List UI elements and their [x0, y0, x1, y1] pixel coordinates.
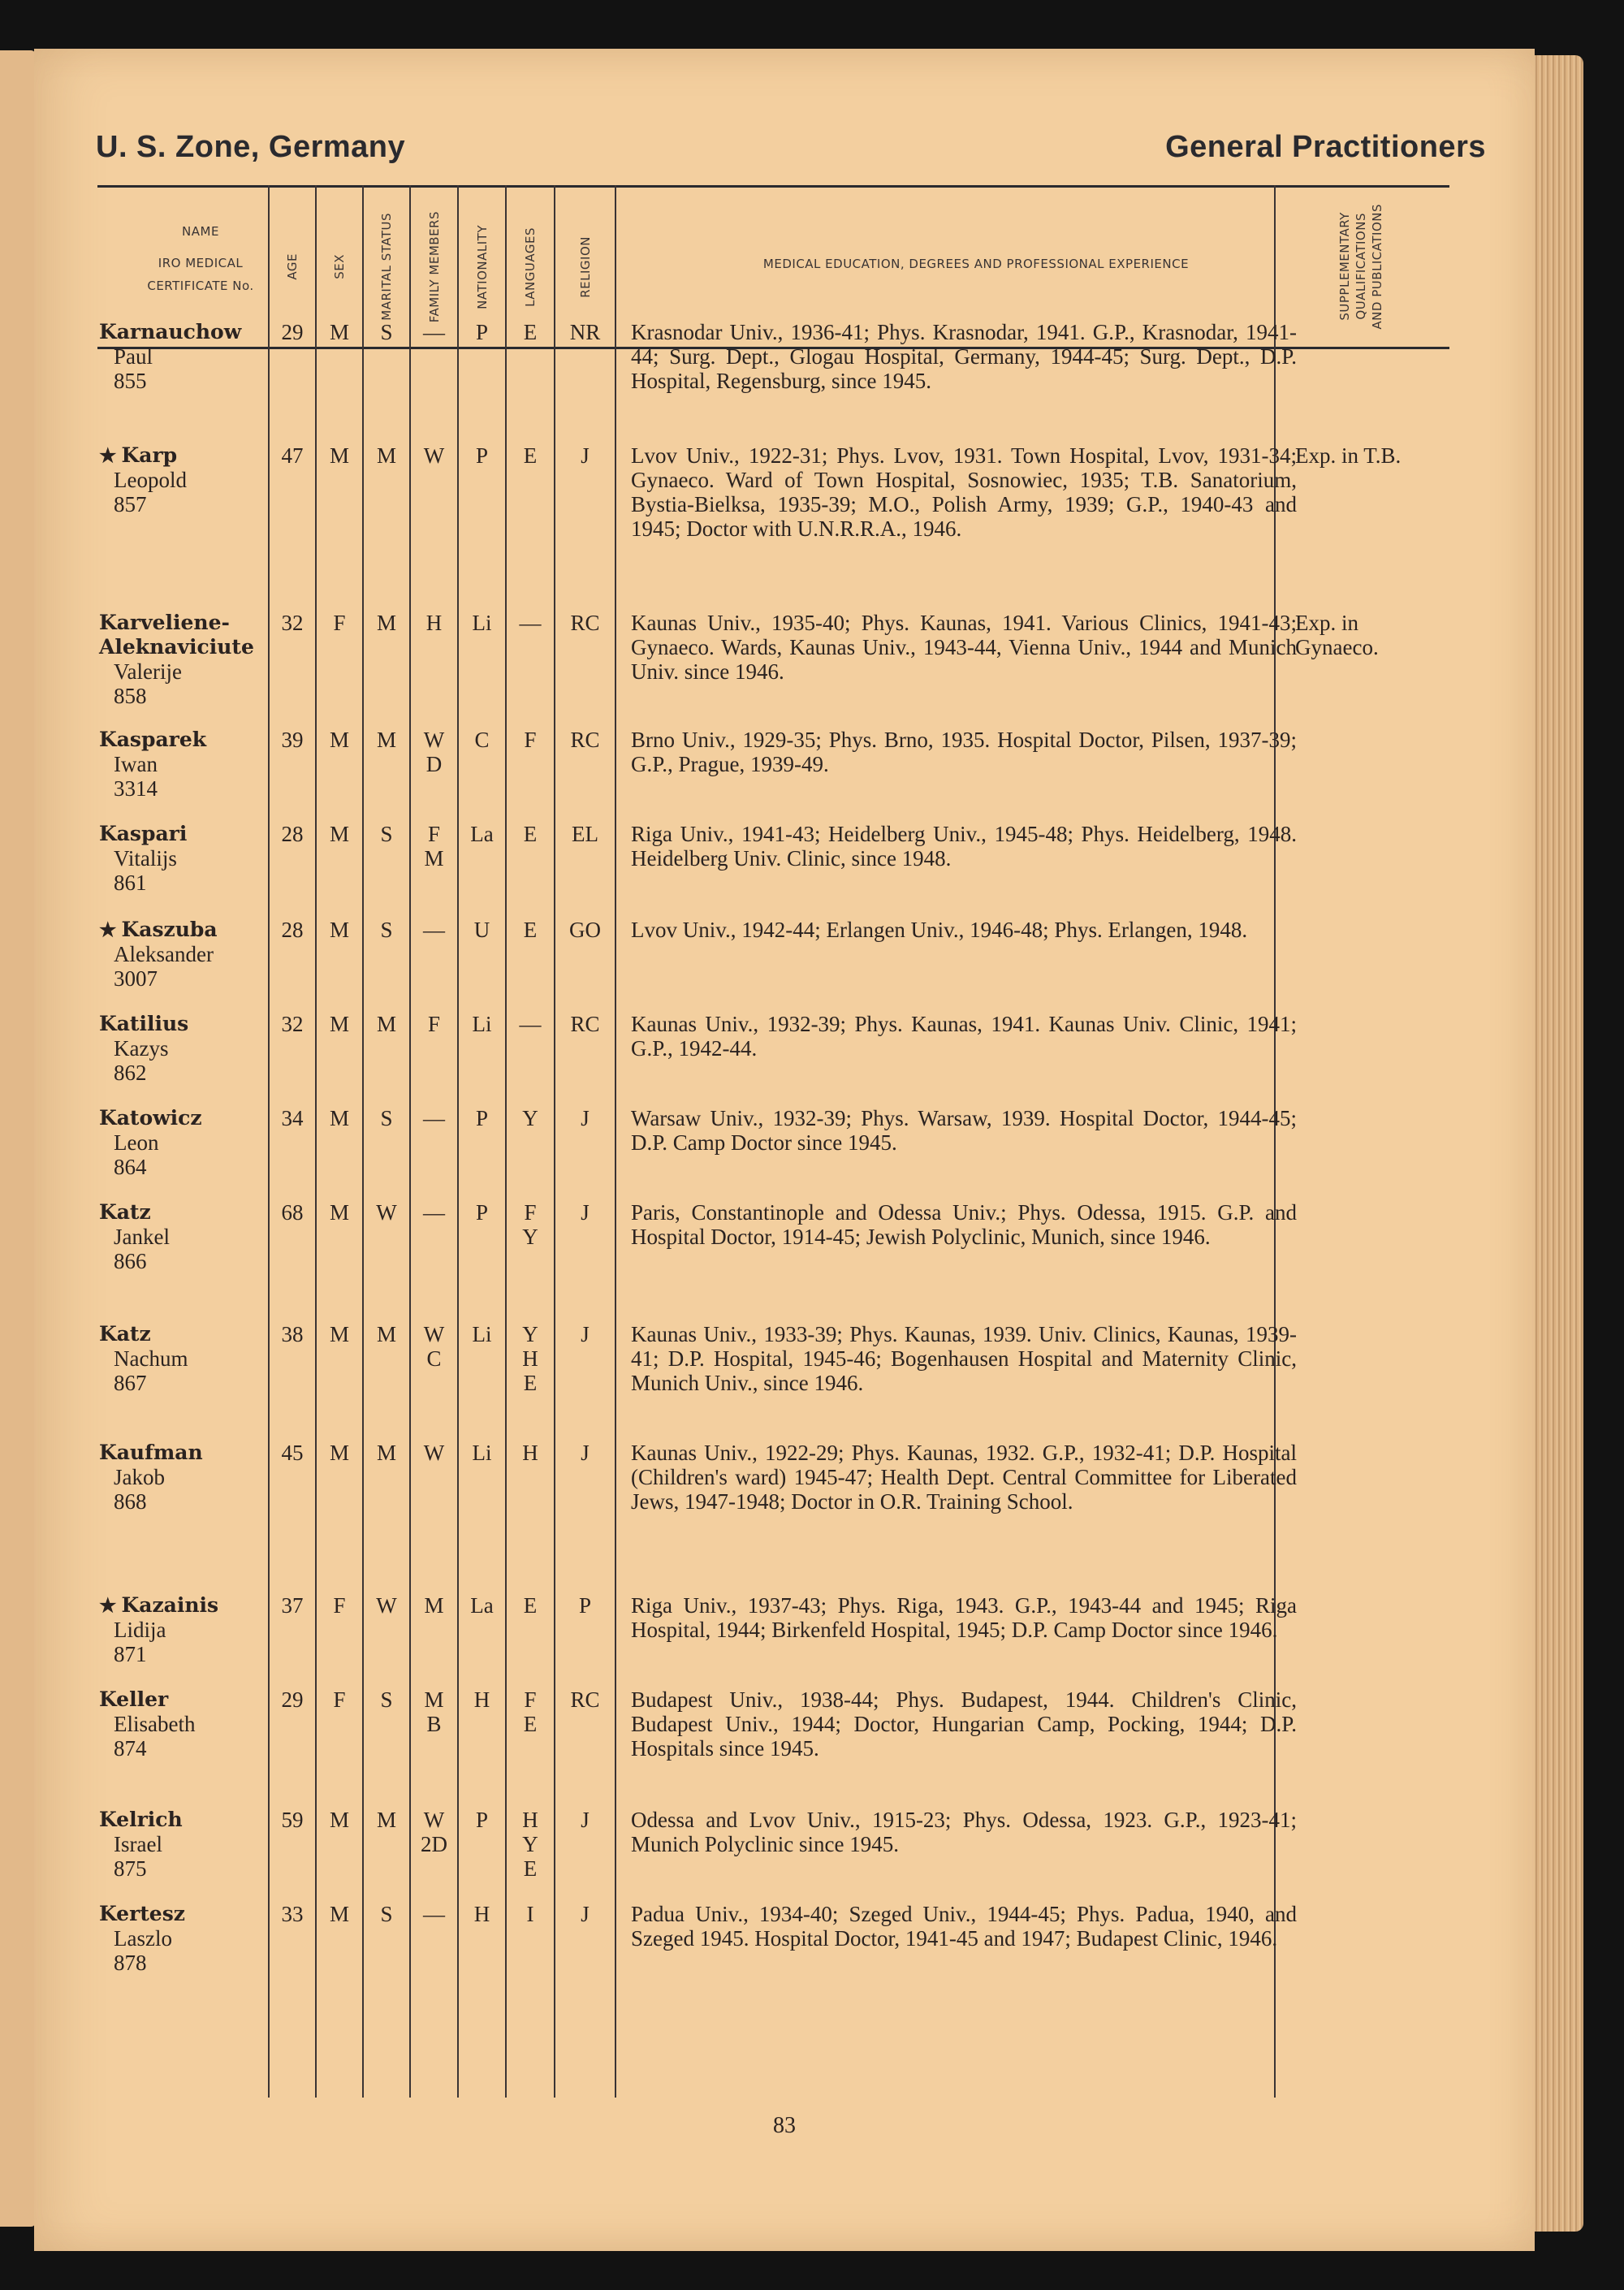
- surname: Kasparek: [99, 728, 207, 751]
- surname: ★ Karp: [99, 443, 178, 467]
- nationality-cell: C: [474, 728, 490, 752]
- given-name: Paul: [114, 344, 153, 369]
- religion-cell: NR: [569, 320, 601, 344]
- education-cell: Budapest Univ., 1938-44; Phys. Budapest, 1944. Children's Clinic, Budapest Univ., 1944; Doctor, Hungarian Camp, Pocking, 1944; D.P. Hospitals since 1945.: [631, 1687, 1297, 1761]
- languages-cell: E: [523, 822, 538, 846]
- certificate-number: 3007: [114, 966, 158, 991]
- family-cell: M: [424, 1593, 444, 1618]
- certificate-number: 858: [114, 684, 147, 708]
- languages-cell: E: [523, 1593, 538, 1618]
- nationality-cell: La: [470, 822, 494, 846]
- religion-cell: RC: [570, 728, 600, 752]
- nationality-cell: P: [475, 1106, 489, 1130]
- column-header-supplementary: SUPPLEMENTARY QUALIFICATIONS AND PUBLICATIONS: [1337, 204, 1384, 330]
- certificate-number: 861: [114, 871, 147, 895]
- sex-cell: M: [329, 320, 349, 344]
- column-header-education: MEDICAL EDUCATION, DEGREES AND PROFESSIONAL EXPERIENCE: [762, 257, 1190, 271]
- sex-cell: M: [329, 822, 349, 846]
- running-header-right: General Practitioners: [1165, 130, 1486, 164]
- given-name: Jakob: [114, 1465, 165, 1489]
- certificate-number: 878: [114, 1951, 147, 1975]
- marital-cell: S: [380, 320, 393, 344]
- age-cell: 32: [281, 1012, 304, 1036]
- column-header-religion: RELIGION: [577, 235, 593, 298]
- age-cell: 33: [281, 1902, 304, 1926]
- education-cell: Brno Univ., 1929-35; Phys. Brno, 1935. Hospital Doctor, Pilsen, 1937-39; G.P., Prague, 1939-49.: [631, 728, 1297, 776]
- sex-cell: M: [329, 1808, 349, 1832]
- sex-cell: M: [329, 1200, 349, 1225]
- age-cell: 32: [281, 611, 304, 635]
- nationality-cell: Li: [472, 611, 492, 635]
- page-edges: [1527, 55, 1583, 2232]
- family-cell: F M: [424, 822, 444, 871]
- surname: Katowicz: [99, 1106, 202, 1130]
- column-rule: [615, 185, 616, 2098]
- marital-cell: M: [376, 1012, 396, 1036]
- age-cell: 34: [281, 1106, 304, 1130]
- languages-cell: —: [519, 1012, 542, 1036]
- marital-cell: M: [376, 728, 396, 752]
- sex-cell: M: [329, 1902, 349, 1926]
- surname: Kaspari: [99, 822, 188, 845]
- sex-cell: M: [329, 728, 349, 752]
- marital-cell: M: [376, 611, 396, 635]
- languages-cell: —: [519, 611, 542, 635]
- family-cell: —: [423, 1200, 445, 1225]
- religion-cell: RC: [570, 611, 600, 635]
- marital-cell: S: [380, 1106, 393, 1130]
- given-name: Valerije: [114, 659, 182, 684]
- star-icon: ★: [99, 1593, 117, 1617]
- surname: Karnauchow: [99, 320, 242, 344]
- age-cell: 29: [281, 320, 304, 344]
- given-name: Vitalijs: [114, 846, 177, 871]
- family-cell: W C: [423, 1322, 445, 1371]
- education-cell: Krasnodar Univ., 1936-41; Phys. Krasnodar, 1941. G.P., Krasnodar, 1941-44; Surg. Dept., Glogau Hospital, Germany, 1944-45; Surg. Dept., D.P. Hospital, Regensburg, since 1945.: [631, 320, 1297, 393]
- sex-cell: M: [329, 1441, 349, 1465]
- nationality-cell: Li: [472, 1322, 492, 1346]
- surname: Katilius: [99, 1012, 189, 1035]
- family-cell: —: [423, 320, 445, 344]
- education-cell: Kaunas Univ., 1933-39; Phys. Kaunas, 1939. Univ. Clinics, Kaunas, 1939-41; D.P. Hospital, 1945-46; Bogenhausen Hospital and Maternity Clinic, Munich Univ., since 1946.: [631, 1322, 1297, 1395]
- education-cell: Lvov Univ., 1942-44; Erlangen Univ., 1946-48; Phys. Erlangen, 1948.: [631, 918, 1248, 942]
- supplementary-cell: Exp. in Gynaeco.: [1295, 611, 1379, 659]
- nationality-cell: Li: [472, 1012, 492, 1036]
- certificate-number: 857: [114, 492, 147, 516]
- column-header-age: AGE: [285, 253, 300, 280]
- given-name: Laszlo: [114, 1926, 172, 1951]
- nationality-cell: U: [473, 918, 490, 942]
- marital-cell: S: [380, 822, 393, 846]
- education-cell: Riga Univ., 1941-43; Heidelberg Univ., 1945-48; Phys. Heidelberg, 1948. Heidelberg Univ. Clinic, since 1948.: [631, 822, 1297, 871]
- nationality-cell: P: [475, 443, 489, 468]
- nationality-cell: P: [475, 1808, 489, 1832]
- sex-cell: M: [329, 1322, 349, 1346]
- sex-cell: F: [333, 1593, 346, 1618]
- nationality-cell: P: [475, 1200, 489, 1225]
- facing-page-edge: [0, 50, 36, 2227]
- family-cell: —: [423, 918, 445, 942]
- given-name: Elisabeth: [114, 1712, 196, 1736]
- education-cell: Padua Univ., 1934-40; Szeged Univ., 1944-45; Phys. Padua, 1940, and Szeged 1945. Hospital Doctor, 1941-45 and 1947; Budapest Clinic, 1946.: [631, 1902, 1297, 1951]
- surname: Katz: [99, 1322, 151, 1346]
- education-cell: Paris, Constantinople and Odessa Univ.; Phys. Odessa, 1915. G.P. and Hospital Doctor, 1914-45; Jewish Polyclinic, Munich, since 1946.: [631, 1200, 1297, 1249]
- religion-cell: J: [581, 1441, 590, 1465]
- certificate-number: 3314: [114, 776, 158, 801]
- education-cell: Odessa and Lvov Univ., 1915-23; Phys. Odessa, 1923. G.P., 1923-41; Munich Polyclinic since 1945.: [631, 1808, 1297, 1856]
- column-header-family-members: FAMILY MEMBERS: [426, 210, 442, 323]
- languages-cell: I: [526, 1902, 534, 1926]
- languages-cell: F: [524, 728, 537, 752]
- education-cell: Riga Univ., 1937-43; Phys. Riga, 1943. G.P., 1943-44 and 1945; Riga Hospital, 1944; Birkenfeld Hospital, 1945; D.P. Camp Doctor since 1946.: [631, 1593, 1297, 1642]
- certificate-number: 866: [114, 1249, 147, 1273]
- sex-cell: M: [329, 1012, 349, 1036]
- surname-continued: Aleknaviciute: [99, 635, 254, 659]
- family-cell: —: [423, 1902, 445, 1926]
- sex-cell: F: [333, 611, 346, 635]
- religion-cell: J: [581, 443, 590, 468]
- family-cell: W 2D: [421, 1808, 447, 1856]
- family-cell: W: [423, 443, 445, 468]
- column-header-name: NAME IRO MEDICAL CERTIFICATE No.: [147, 224, 254, 293]
- given-name: Lidija: [114, 1618, 166, 1642]
- age-cell: 45: [281, 1441, 304, 1465]
- religion-cell: J: [581, 1808, 590, 1832]
- document-page: [34, 49, 1535, 2251]
- marital-cell: M: [376, 1441, 396, 1465]
- marital-cell: M: [376, 1322, 396, 1346]
- religion-cell: RC: [570, 1687, 600, 1712]
- nationality-cell: P: [475, 320, 489, 344]
- family-cell: W: [423, 1441, 445, 1465]
- religion-cell: J: [581, 1322, 590, 1346]
- age-cell: 38: [281, 1322, 304, 1346]
- nationality-cell: H: [473, 1902, 490, 1926]
- surname: ★ Kazainis: [99, 1593, 219, 1617]
- column-header-marital-status: MARITAL STATUS: [379, 213, 394, 321]
- religion-cell: GO: [569, 918, 601, 942]
- sex-cell: M: [329, 918, 349, 942]
- given-name: Aleksander: [114, 942, 214, 966]
- languages-cell: H: [522, 1441, 538, 1465]
- education-cell: Kaunas Univ., 1932-39; Phys. Kaunas, 1941. Kaunas Univ. Clinic, 1941; G.P., 1942-44.: [631, 1012, 1297, 1061]
- supplementary-cell: Exp. in T.B.: [1295, 443, 1402, 468]
- age-cell: 37: [281, 1593, 304, 1618]
- certificate-number: 871: [114, 1642, 147, 1666]
- table-top-rule: [97, 185, 1449, 188]
- given-name: Israel: [114, 1832, 162, 1856]
- age-cell: 39: [281, 728, 304, 752]
- certificate-number: 874: [114, 1736, 147, 1761]
- education-cell: Lvov Univ., 1922-31; Phys. Lvov, 1931. Town Hospital, Lvov, 1931-34; Gynaeco. Ward of Town Hospital, Sosnowiec, 1935; T.B. Sanatorium, Bystia-Bielksa, 1935-39; M.O., Polish Army, 1939; G.P., 1940-43 and 1945; Doctor with U.N.R.R.A., 1946.: [631, 443, 1297, 541]
- marital-cell: M: [376, 1808, 396, 1832]
- given-name: Nachum: [114, 1346, 188, 1371]
- certificate-number: 868: [114, 1489, 147, 1514]
- family-cell: M B: [424, 1687, 444, 1736]
- education-cell: Warsaw Univ., 1932-39; Phys. Warsaw, 1939. Hospital Doctor, 1944-45; D.P. Camp Doctor since 1945.: [631, 1106, 1297, 1155]
- religion-cell: J: [581, 1902, 590, 1926]
- certificate-number: 864: [114, 1155, 147, 1179]
- running-header-left: U. S. Zone, Germany: [96, 130, 406, 164]
- surname: Karveliene-: [99, 611, 230, 634]
- age-cell: 29: [281, 1687, 304, 1712]
- surname: Katz: [99, 1200, 151, 1224]
- given-name: Jankel: [114, 1225, 170, 1249]
- languages-cell: E: [523, 443, 538, 468]
- age-cell: 68: [281, 1200, 304, 1225]
- religion-cell: J: [581, 1106, 590, 1130]
- languages-cell: F E: [523, 1687, 538, 1736]
- nationality-cell: La: [470, 1593, 494, 1618]
- family-cell: H: [425, 611, 443, 635]
- age-cell: 59: [281, 1808, 304, 1832]
- marital-cell: S: [380, 918, 393, 942]
- column-header-languages: LANGUAGES: [523, 227, 538, 307]
- religion-cell: RC: [570, 1012, 600, 1036]
- surname: Kertesz: [99, 1902, 185, 1925]
- certificate-number: 875: [114, 1856, 147, 1881]
- given-name: Kazys: [114, 1036, 169, 1061]
- education-cell: Kaunas Univ., 1935-40; Phys. Kaunas, 1941. Various Clinics, 1941-43; Gynaeco. Wards, Kaunas Univ., 1943-44, Vienna Univ., 1944 and Munich Univ. since 1946.: [631, 611, 1297, 684]
- certificate-number: 855: [114, 369, 147, 393]
- surname: ★ Kaszuba: [99, 918, 218, 941]
- surname: Keller: [99, 1687, 169, 1711]
- sex-cell: M: [329, 1106, 349, 1130]
- marital-cell: W: [376, 1593, 397, 1618]
- education-cell: Kaunas Univ., 1922-29; Phys. Kaunas, 1932. G.P., 1932-41; D.P. Hospital (Children's ward) 1945-47; Health Dept. Central Committee for Liberated Jews, 1947-1948; Doctor in O.R. Training School.: [631, 1441, 1297, 1514]
- column-header-nationality: NATIONALITY: [474, 224, 490, 309]
- languages-cell: F Y: [522, 1200, 538, 1249]
- given-name: Iwan: [114, 752, 158, 776]
- religion-cell: J: [581, 1200, 590, 1225]
- languages-cell: E: [523, 918, 538, 942]
- given-name: Leon: [114, 1130, 159, 1155]
- age-cell: 28: [281, 918, 304, 942]
- marital-cell: S: [380, 1902, 393, 1926]
- certificate-number: 862: [114, 1061, 147, 1085]
- languages-cell: Y: [522, 1106, 538, 1130]
- marital-cell: W: [376, 1200, 397, 1225]
- languages-cell: H Y E: [522, 1808, 538, 1881]
- languages-cell: E: [523, 320, 538, 344]
- surname: Kelrich: [99, 1808, 183, 1831]
- sex-cell: F: [333, 1687, 346, 1712]
- star-icon: ★: [99, 443, 117, 467]
- age-cell: 28: [281, 822, 304, 846]
- family-cell: —: [423, 1106, 445, 1130]
- age-cell: 47: [281, 443, 304, 468]
- marital-cell: M: [376, 443, 396, 468]
- surname: Kaufman: [99, 1441, 203, 1464]
- given-name: Leopold: [114, 468, 187, 492]
- nationality-cell: H: [473, 1687, 490, 1712]
- family-cell: W D: [423, 728, 445, 776]
- languages-cell: Y H E: [522, 1322, 538, 1395]
- religion-cell: EL: [572, 822, 598, 846]
- nationality-cell: Li: [472, 1441, 492, 1465]
- star-icon: ★: [99, 918, 117, 941]
- page-number: 83: [773, 2113, 796, 2138]
- certificate-number: 867: [114, 1371, 147, 1395]
- family-cell: F: [427, 1012, 441, 1036]
- column-header-sex: SEX: [332, 254, 347, 279]
- marital-cell: S: [380, 1687, 393, 1712]
- sex-cell: M: [329, 443, 349, 468]
- religion-cell: P: [578, 1593, 592, 1618]
